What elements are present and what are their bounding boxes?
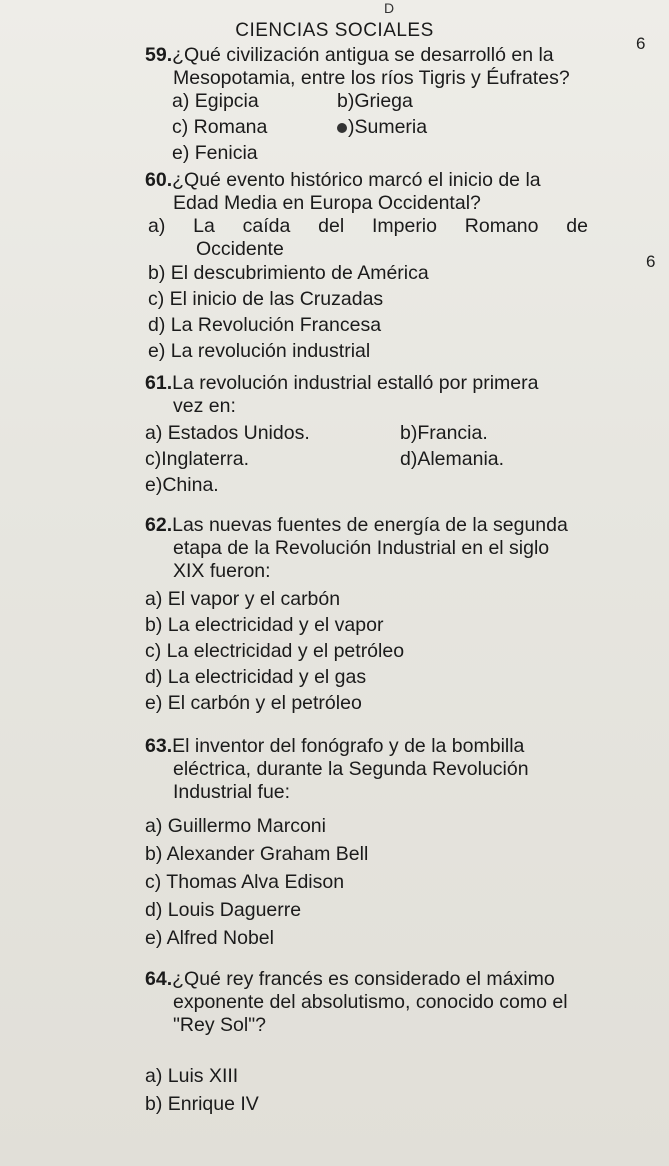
question-63 xyxy=(145,735,635,804)
option-b[interactable]: b) La electricidad y el vapor xyxy=(145,614,384,636)
option-c[interactable]: c) La electricidad y el petróleo xyxy=(145,640,405,662)
question-text: La revolución industrial estalló por primera xyxy=(172,372,539,394)
option-b[interactable]: b) Alexander Graham Bell xyxy=(145,843,369,865)
page-title: CIENCIAS SOCIALES xyxy=(235,20,434,41)
options-60 xyxy=(148,213,588,364)
question-number: 59. xyxy=(145,44,173,66)
options-59 xyxy=(172,88,427,166)
corner-mark: D xyxy=(384,0,395,16)
margin-mark: 6 xyxy=(646,252,656,271)
option-d[interactable]: d) La Revolución Francesa xyxy=(148,314,382,336)
question-text: "Rey Sol"? xyxy=(173,1014,266,1036)
marked-answer-icon xyxy=(337,123,347,133)
question-number: 62. xyxy=(145,514,173,536)
option-e[interactable]: e) Fenicia xyxy=(172,142,258,164)
option-c[interactable]: c) Romana xyxy=(172,116,268,138)
question-text: ¿Qué civilización antigua se desarrolló en la xyxy=(172,44,554,66)
question-text: XIX fueron: xyxy=(173,560,271,582)
option-d[interactable]: d)Alemania. xyxy=(400,448,505,470)
question-61 xyxy=(145,372,635,418)
question-text: exponente del absolutismo, conocido como el xyxy=(173,991,568,1013)
question-60 xyxy=(145,169,635,215)
option-e[interactable]: e)China. xyxy=(145,474,219,496)
question-59 xyxy=(145,44,635,90)
option-d[interactable]: )Sumeria xyxy=(337,114,427,140)
margin-mark: 6 xyxy=(636,34,646,53)
question-text: ¿Qué evento histórico marcó el inicio de la xyxy=(172,169,541,191)
option-c[interactable]: c)Inglaterra. xyxy=(145,448,250,470)
question-number: 61. xyxy=(145,372,173,394)
option-a[interactable]: a) Luis XIII xyxy=(145,1065,239,1087)
option-b[interactable]: b)Francia. xyxy=(400,422,488,444)
option-c[interactable]: c) El inicio de las Cruzadas xyxy=(148,288,384,310)
options-64 xyxy=(145,1062,259,1118)
question-number: 60. xyxy=(145,169,173,191)
options-62 xyxy=(145,586,404,716)
question-text: Edad Media en Europa Occidental? xyxy=(173,192,481,214)
question-number: 63. xyxy=(145,735,173,757)
option-a[interactable]: a) Estados Unidos. xyxy=(145,422,310,444)
options-63 xyxy=(145,812,368,952)
option-b[interactable]: b) El descubrimiento de América xyxy=(148,262,429,284)
option-a-cont: Occidente xyxy=(196,238,284,260)
option-e[interactable]: e) El carbón y el petróleo xyxy=(145,692,362,714)
question-text: etapa de la Revolución Industrial en el siglo xyxy=(173,537,550,559)
question-text: Mesopotamia, entre los ríos Tigris y Éufrates? xyxy=(173,67,570,89)
question-text: eléctrica, durante la Segunda Revolución xyxy=(173,758,529,780)
option-a[interactable]: a) Guillermo Marconi xyxy=(145,815,326,837)
option-b[interactable]: b) Enrique IV xyxy=(145,1093,259,1115)
question-text: ¿Qué rey francés es considerado el máximo xyxy=(172,968,555,990)
option-b[interactable]: b)Griega xyxy=(337,90,413,112)
option-a[interactable]: a) La caída del Imperio Romano de xyxy=(148,215,588,237)
option-a[interactable]: a) El vapor y el carbón xyxy=(145,588,341,610)
question-text: vez en: xyxy=(173,395,236,417)
question-62 xyxy=(145,514,635,583)
options-61 xyxy=(145,420,504,498)
question-64 xyxy=(145,968,635,1037)
option-e[interactable]: e) La revolución industrial xyxy=(148,340,371,362)
option-d[interactable]: d) Louis Daguerre xyxy=(145,899,302,921)
option-c[interactable]: c) Thomas Alva Edison xyxy=(145,871,345,893)
option-d[interactable]: d) La electricidad y el gas xyxy=(145,666,367,688)
option-a[interactable]: a) Egipcia xyxy=(172,90,259,112)
question-text: Industrial fue: xyxy=(173,781,291,803)
question-text: Las nuevas fuentes de energía de la segunda xyxy=(172,514,568,536)
option-e[interactable]: e) Alfred Nobel xyxy=(145,927,274,949)
question-text: El inventor del fonógrafo y de la bombilla xyxy=(172,735,525,757)
question-number: 64. xyxy=(145,968,173,990)
